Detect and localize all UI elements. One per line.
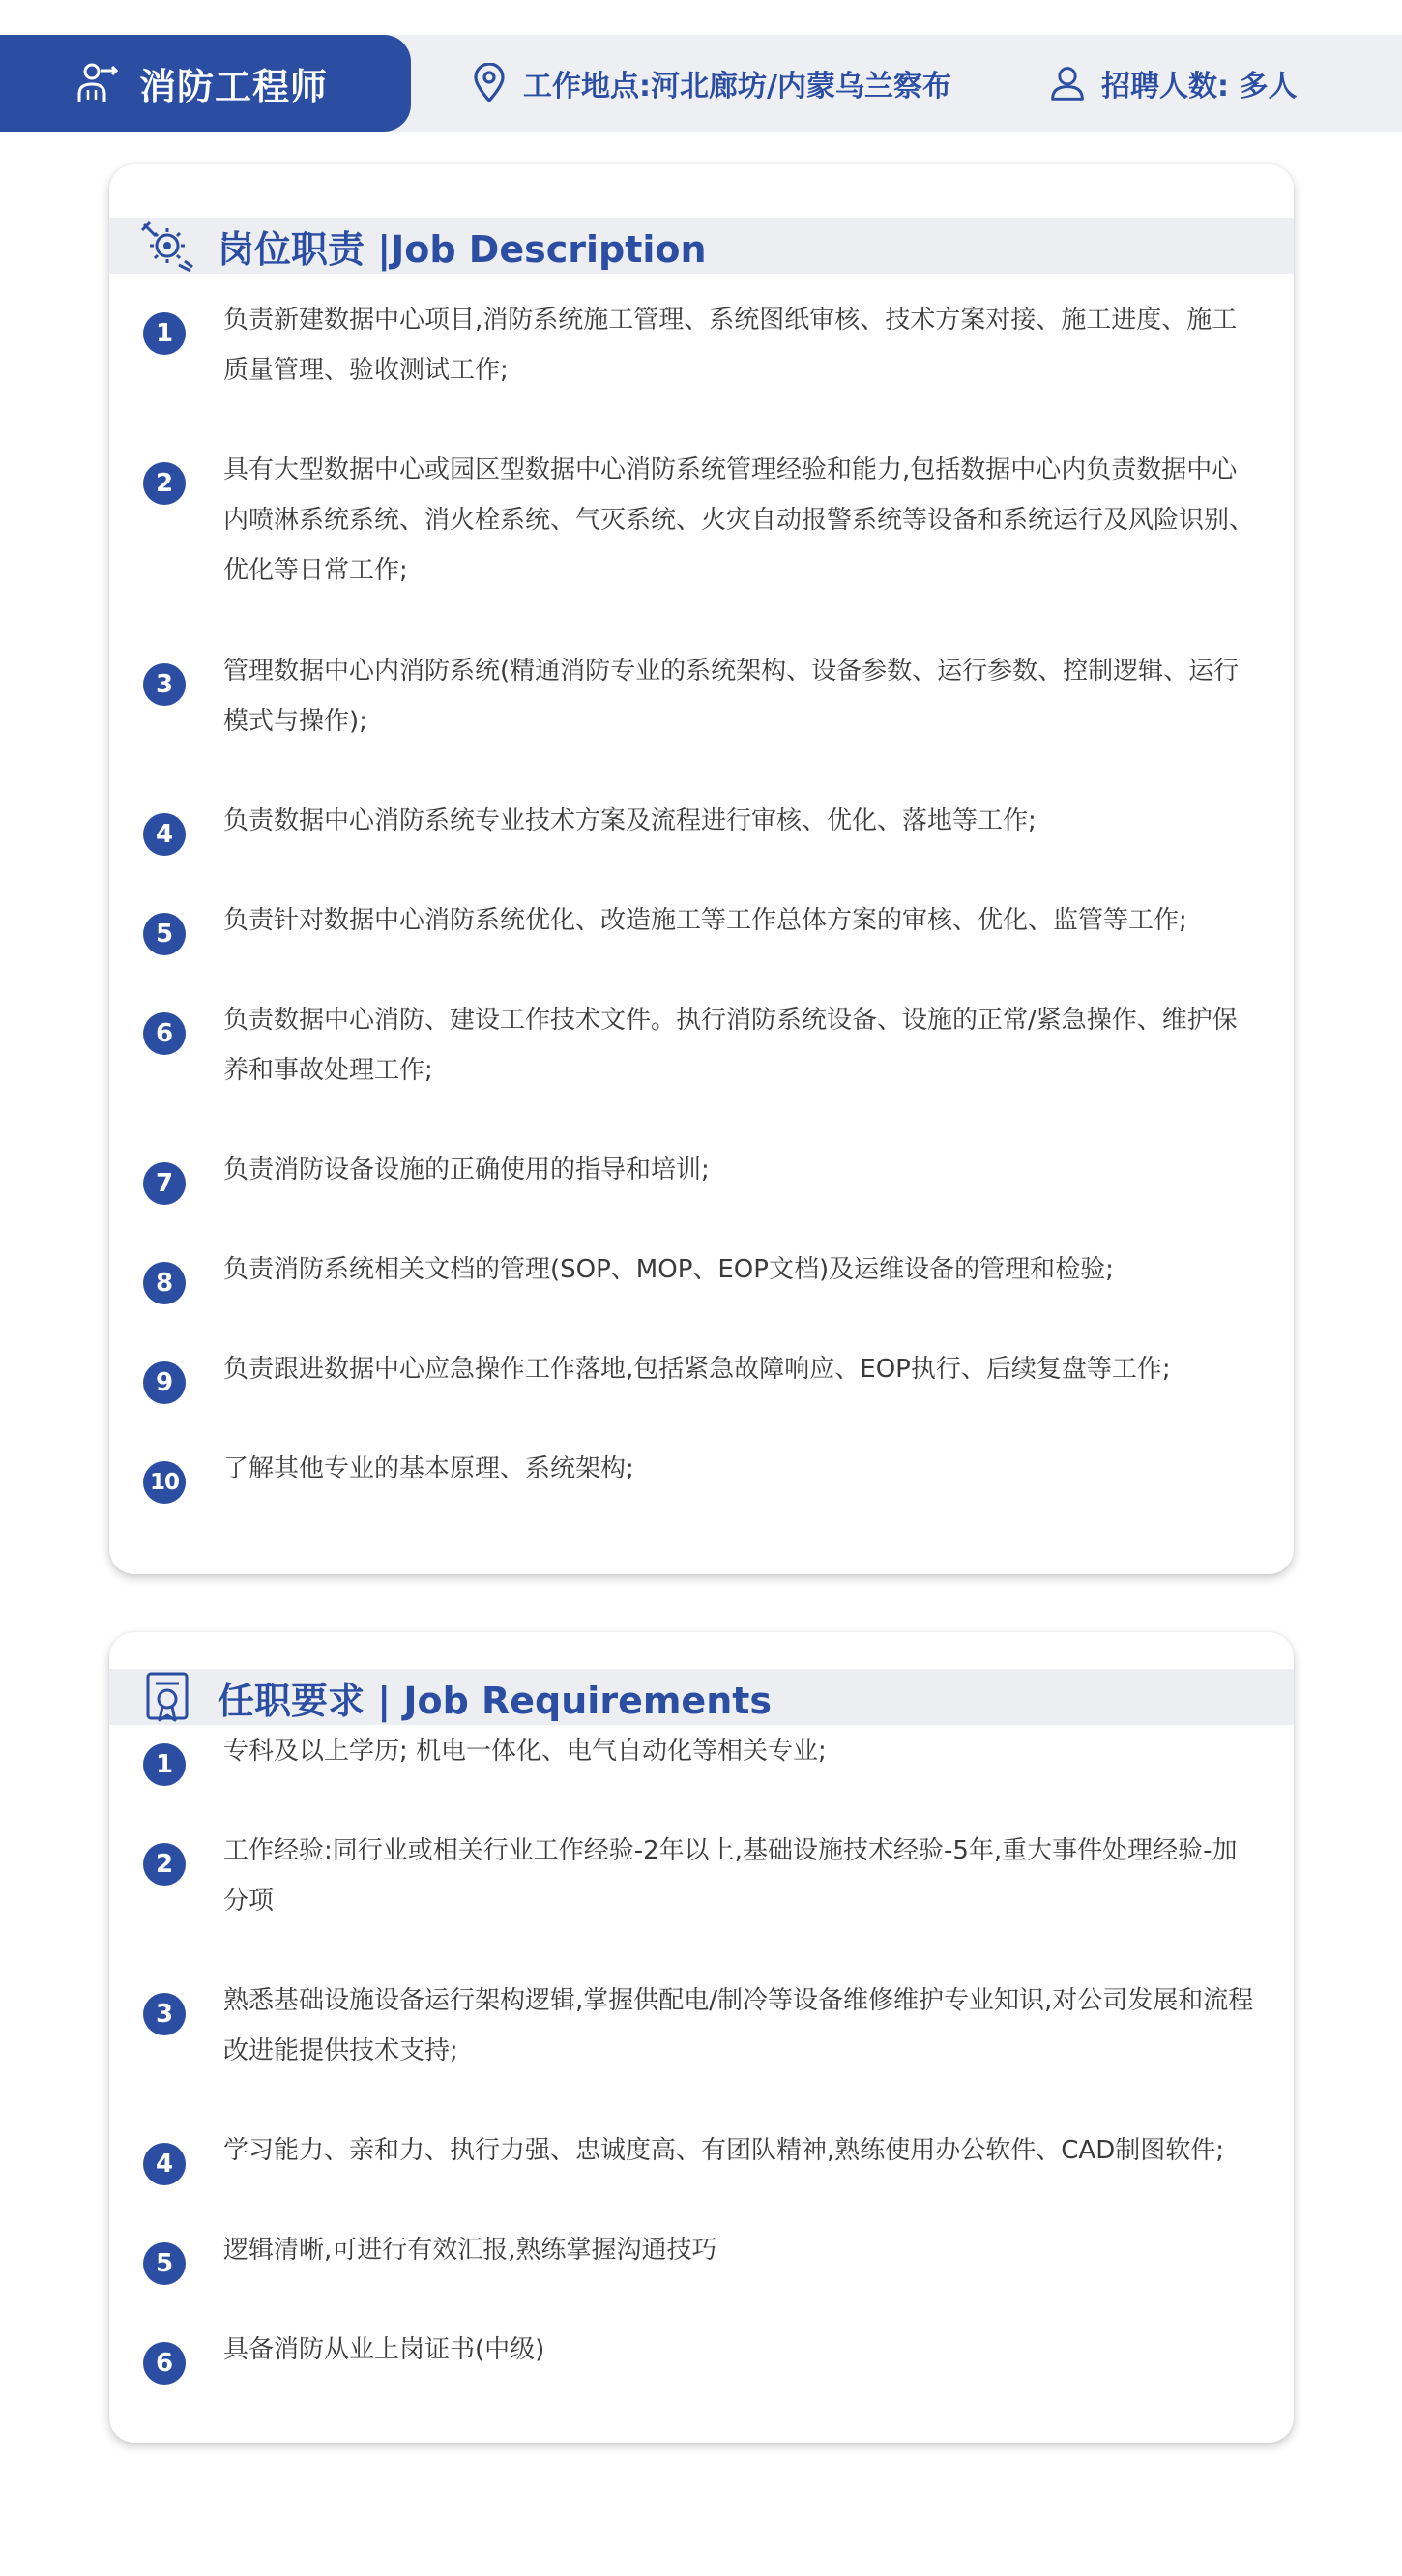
item-number-badge: 5	[143, 913, 186, 955]
item-number-badge: 3	[143, 1993, 186, 2035]
duty-text: 负责跟进数据中心应急操作工作落地,包括紧急故障响应、EOP执行、后续复盘等工作;	[223, 1355, 1171, 1384]
tools-icon	[138, 219, 196, 273]
engineer-icon	[75, 61, 120, 105]
location-pin-icon	[471, 63, 508, 103]
job-description-header	[109, 218, 1294, 274]
item-number-badge: 9	[143, 1361, 186, 1404]
item-number-badge: 1	[143, 1743, 186, 1786]
work-location-text: 工作地点:河北廊坊/内蒙乌兰察布	[523, 70, 951, 103]
item-number-badge: 5	[143, 2242, 186, 2285]
requirement-text: 工作经验:同行业或相关行业工作经验-2年以上,基础设施技术经验-5年,重大事件处理经验-加分项	[223, 1836, 1238, 1916]
duty-text: 管理数据中心内消防系统(精通消防专业的系统架构、设备参数、运行参数、控制逻辑、运行模式与操作);	[223, 657, 1240, 736]
duty-text: 负责针对数据中心消防系统优化、改造施工等工作总体方案的审核、优化、监管等工作;	[223, 906, 1187, 935]
job-requirements-card	[109, 1632, 1294, 2443]
item-number-badge: 4	[143, 813, 186, 856]
duty-text: 负责数据中心消防、建设工作技术文件。执行消防系统设备、设施的正常/紧急操作、维护保养和事故处理工作;	[223, 1006, 1238, 1085]
job-title: 消防工程师	[139, 65, 329, 108]
job-description-card	[109, 164, 1294, 1574]
headcount-text: 招聘人数: 多人	[1101, 70, 1298, 103]
certificate-icon	[138, 1670, 196, 1724]
duty-text: 负责数据中心消防系统专业技术方案及流程进行审核、优化、落地等工作;	[223, 806, 1037, 835]
item-number-badge: 1	[143, 312, 186, 355]
headcount	[1049, 35, 1297, 132]
duty-text: 负责消防系统相关文档的管理(SOP、MOP、EOP文档)及运维设备的管理和检验;	[223, 1255, 1114, 1284]
person-icon	[1049, 63, 1086, 103]
job-requirements-header	[109, 1669, 1294, 1725]
work-location	[471, 35, 951, 132]
duty-text: 了解其他专业的基本原理、系统架构;	[223, 1454, 634, 1483]
job-title-tab	[0, 35, 411, 132]
item-number-badge: 3	[143, 663, 186, 706]
requirement-text: 专科及以上学历; 机电一体化、电气自动化等相关专业;	[223, 1737, 827, 1766]
duty-text: 负责消防设备设施的正确使用的指导和培训;	[223, 1156, 710, 1185]
requirement-text: 学习能力、亲和力、执行力强、忠诚度高、有团队精神,熟练使用办公软件、CAD制图软件;	[223, 2136, 1224, 2165]
job-requirements-title: 任职要求 | Job Requirements	[218, 1679, 773, 1722]
item-number-badge: 6	[143, 1012, 186, 1055]
item-number-badge: 2	[143, 1843, 186, 1886]
item-number-badge: 7	[143, 1162, 186, 1205]
item-number-badge: 4	[143, 2143, 186, 2185]
item-number-badge: 2	[143, 462, 186, 505]
requirement-text: 熟悉基础设施设备运行架构逻辑,掌握供配电/制冷等设备维修维护专业知识,对公司发展和流程改进能提供技术支持;	[223, 1986, 1254, 2065]
duty-text: 具有大型数据中心或园区型数据中心消防系统管理经验和能力,包括数据中心内负责数据中心内喷淋系统系统、消火栓系统、气灭系统、火灾自动报警系统等设备和系统运行及风险识别、优化等日常工作;	[223, 455, 1255, 585]
duty-text: 负责新建数据中心项目,消防系统施工管理、系统图纸审核、技术方案对接、施工进度、施工质量管理、验收测试工作;	[223, 306, 1238, 385]
job-header	[0, 35, 1402, 132]
requirement-text: 逻辑清晰,可进行有效汇报,熟练掌握沟通技巧	[223, 2236, 717, 2265]
item-number-badge: 10	[143, 1461, 186, 1504]
requirement-text: 具备消防从业上岗证书(中级)	[223, 2335, 545, 2364]
item-number-badge: 6	[143, 2342, 186, 2385]
job-description-title: 岗位职责 |Job Description	[218, 227, 707, 271]
item-number-badge: 8	[143, 1262, 186, 1304]
